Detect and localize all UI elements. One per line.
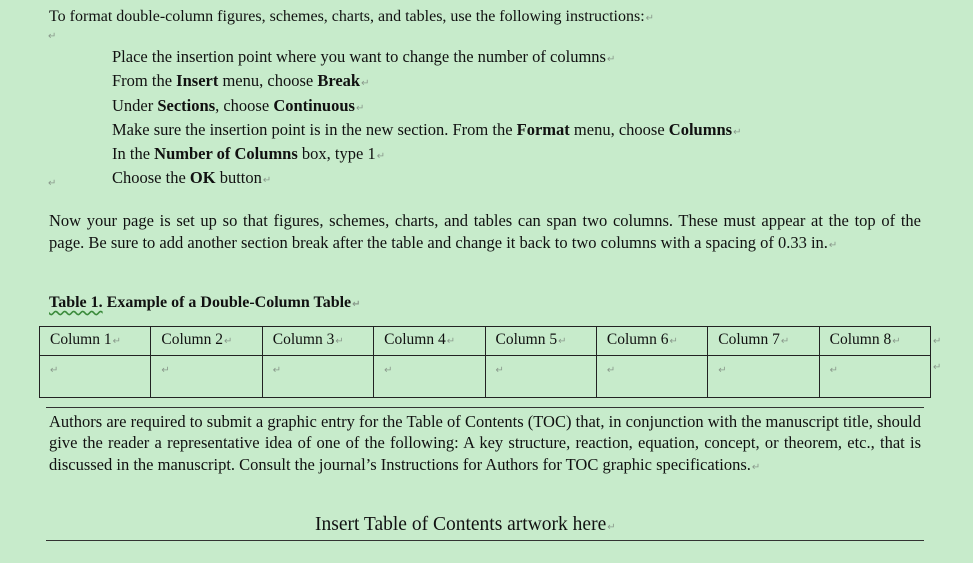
instruction-text: In the (112, 144, 155, 164)
row-end-mark-icon: ↵ (933, 362, 942, 373)
cell-end-mark-icon: ↵ (161, 365, 170, 376)
table-cell[interactable] (596, 356, 707, 398)
instruction-text: menu, choose (218, 71, 318, 91)
instruction-step (112, 95, 741, 119)
table-header-cell[interactable] (262, 327, 373, 356)
cell-end-mark-icon: ↵ (495, 365, 504, 376)
column-header-label: Column 4 (384, 331, 446, 348)
cell-end-mark-icon: ↵ (892, 336, 901, 347)
instruction-keyword: Insert (176, 71, 219, 91)
row-end-mark-icon: ↵ (933, 336, 942, 347)
table-cell[interactable] (40, 356, 151, 398)
instruction-keyword: OK (189, 168, 216, 188)
setup-paragraph (49, 210, 921, 257)
instruction-keyword: Break (317, 71, 361, 91)
instruction-text: Place the insertion point where you want to change the number of columns (112, 47, 606, 66)
paragraph-mark-icon: ↵ (352, 299, 361, 310)
cell-end-mark-icon: ↵ (780, 336, 790, 347)
table-header-cell[interactable] (151, 327, 262, 356)
table-caption (49, 292, 361, 315)
paragraph-mark-icon: ↵ (606, 54, 616, 65)
cell-end-mark-icon: ↵ (112, 336, 121, 347)
instruction-step (112, 46, 741, 70)
table-header-cell[interactable] (819, 327, 930, 356)
column-header-label: Column 1 (50, 331, 112, 348)
toc-bottom-rule (46, 540, 924, 541)
column-header-label: Column 6 (606, 331, 669, 348)
instruction-step (112, 167, 741, 191)
paragraph-mark-icon: ↵ (355, 102, 365, 114)
cell-end-mark-icon: ↵ (606, 365, 616, 376)
column-header-label: Column 7 (718, 331, 780, 348)
instruction-text: , choose (215, 95, 274, 115)
cell-end-mark-icon: ↵ (446, 336, 456, 347)
instruction-step (112, 143, 741, 167)
cell-end-mark-icon: ↵ (669, 336, 678, 347)
cell-end-mark-icon: ↵ (558, 336, 567, 347)
table-header-cell[interactable] (708, 327, 819, 356)
table-cell[interactable] (819, 356, 930, 398)
table-header-row (40, 327, 931, 356)
table-row (40, 356, 931, 398)
paragraph-mark-icon: ↵ (828, 239, 838, 251)
instruction-text: menu, choose (569, 119, 669, 139)
double-column-table (39, 326, 931, 398)
paragraph-mark-icon: ↵ (733, 126, 742, 138)
instruction-text: Make sure the insertion point is in the new section. From the (112, 119, 517, 139)
instruction-step (112, 70, 741, 94)
column-header-label: Column 5 (495, 331, 558, 348)
paragraph-mark-icon: ↵ (48, 178, 57, 189)
cell-end-mark-icon: ↵ (50, 365, 59, 376)
toc-instructions-paragraph (49, 411, 921, 478)
instruction-keyword: Format (516, 119, 570, 139)
cell-end-mark-icon: ↵ (718, 365, 727, 376)
cell-end-mark-icon: ↵ (384, 365, 393, 376)
paragraph-mark-icon: ↵ (376, 151, 386, 163)
instruction-keyword: Number of Columns (154, 144, 298, 164)
intro-text: To format double-column figures, schemes, charts, and tables, use the following instructions: (49, 8, 645, 25)
cell-end-mark-icon: ↵ (272, 365, 282, 376)
toc-artwork-placeholder[interactable] (315, 514, 616, 536)
table-cell[interactable] (151, 356, 262, 398)
paragraph-mark-icon: ↵ (361, 78, 370, 90)
column-header-label: Column 8 (829, 331, 892, 348)
paragraph-mark-icon: ↵ (645, 13, 655, 24)
toc-artwork-text: Insert Table of Contents artwork here (315, 514, 607, 535)
toc-instructions-text: Authors are required to submit a graphic entry for the Table of Contents (TOC) that, in conjunction with the manuscript title, should give the reader a representative idea of one of the following: A key structure, reaction, equation, concept, or theorem, etc., that is discussed in the manuscript. Consult the journal’s Instructions for Authors for TOC graphic specifications. (49, 412, 921, 474)
paragraph-mark-icon: ↵ (48, 31, 57, 42)
table-header-cell[interactable] (596, 327, 707, 356)
toc-top-rule (46, 407, 924, 408)
instruction-text: Choose the (112, 168, 190, 188)
paragraph-mark-icon: ↵ (262, 175, 272, 187)
table-header-cell[interactable] (374, 327, 485, 356)
table-caption-text: Example of a Double-Column Table (102, 294, 352, 311)
instruction-text: From the (112, 71, 177, 91)
table-cell[interactable] (485, 356, 596, 398)
cell-end-mark-icon: ↵ (335, 336, 344, 347)
table-cell[interactable] (708, 356, 819, 398)
column-header-label: Column 2 (161, 331, 223, 348)
table-cell[interactable] (374, 356, 485, 398)
table-caption-label: Table 1. (49, 294, 103, 311)
instruction-keyword: Continuous (273, 95, 355, 115)
paragraph-mark-icon: ↵ (751, 461, 761, 473)
instruction-step (112, 119, 741, 143)
instruction-text: box, type 1 (297, 144, 376, 164)
paragraph-mark-icon: ↵ (607, 522, 616, 533)
cell-end-mark-icon: ↵ (829, 365, 839, 376)
instruction-text: button (215, 168, 262, 188)
table-cell[interactable] (262, 356, 373, 398)
column-header-label: Column 3 (272, 331, 335, 348)
instruction-keyword: Sections (157, 95, 216, 115)
table-header-cell[interactable] (40, 327, 151, 356)
instruction-steps (112, 46, 741, 192)
setup-paragraph-text: Now your page is set up so that figures, schemes, charts, and tables can span two columns. These must appear at the top of the page. Be sure to add another section break after the table and change it back to two columns with a spacing of 0.33 in. (49, 211, 921, 252)
table-header-cell[interactable] (485, 327, 596, 356)
intro-line (49, 6, 654, 29)
cell-end-mark-icon: ↵ (223, 336, 233, 347)
instruction-text: Under (112, 95, 158, 115)
instruction-keyword: Columns (668, 119, 733, 139)
